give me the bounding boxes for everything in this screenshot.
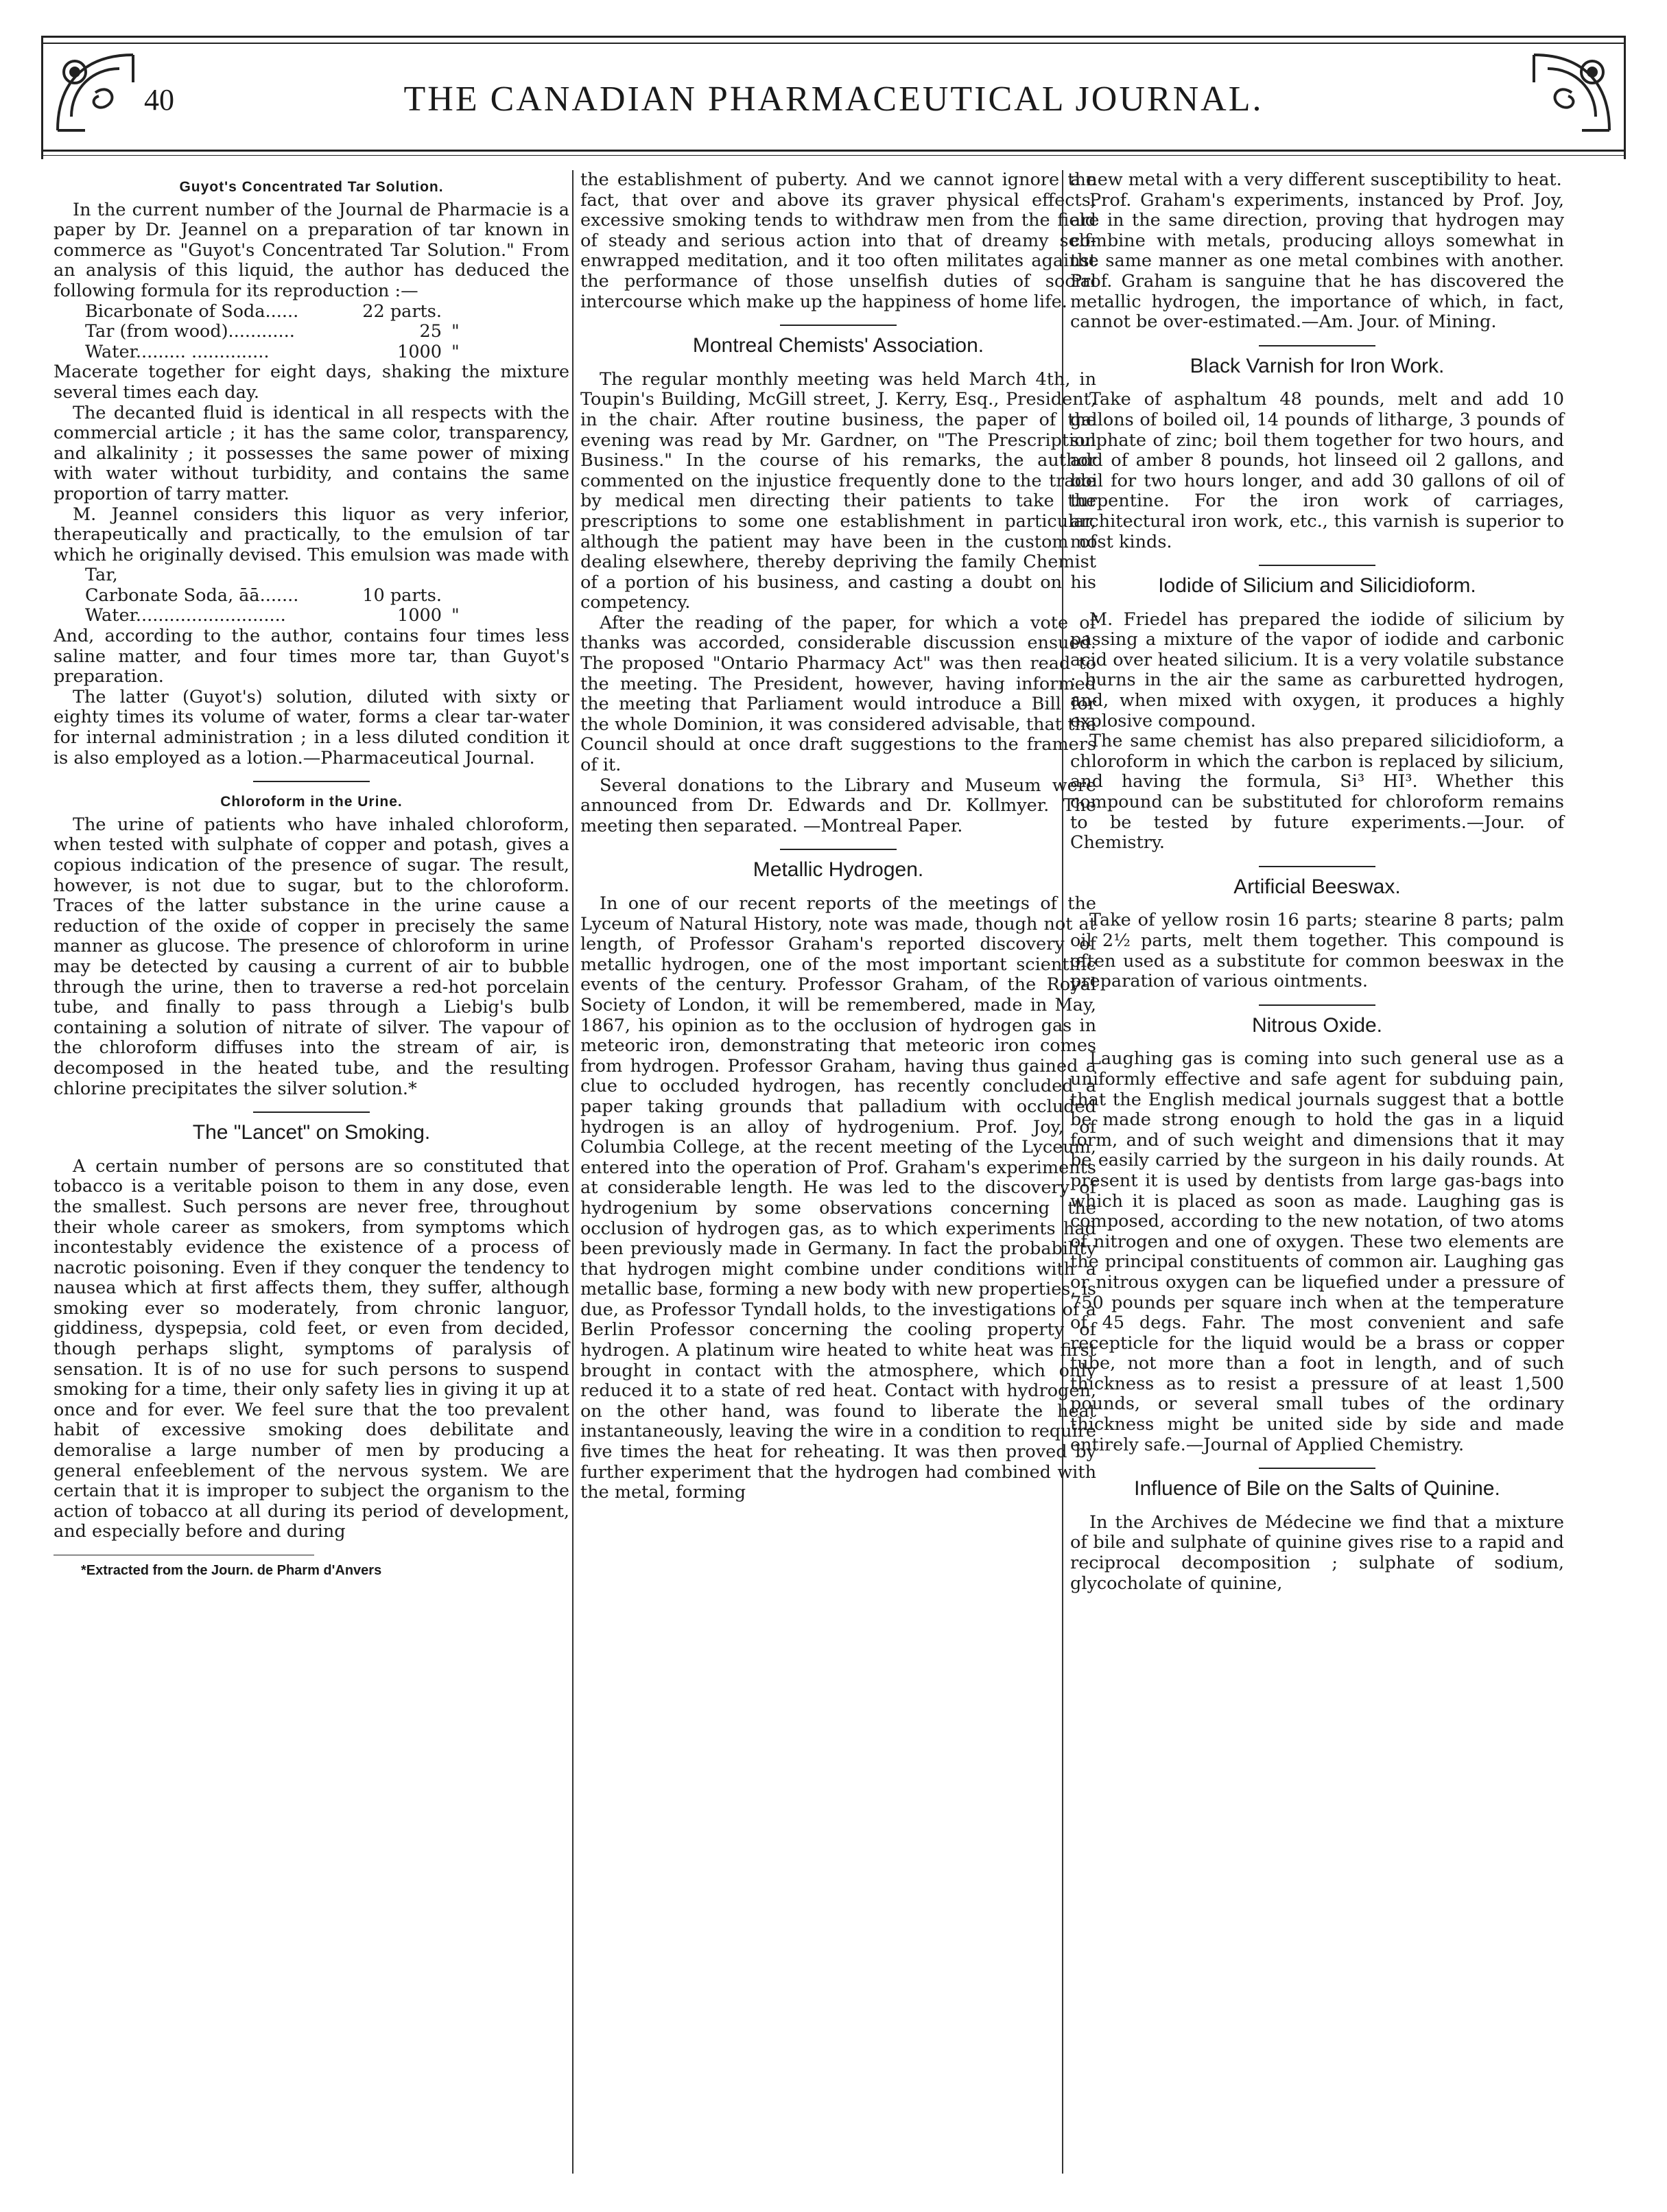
- beeswax-paragraph: Take of yellow rosin 16 parts; stearine 8 parts; palm oil 2½ parts, melt them together. This compound is often used as a substitute for common beeswax in the preparation of various ointments.: [1070, 910, 1564, 992]
- recipe-row: Tar (from wood)............ 25 ": [85, 321, 460, 342]
- section-separator: [780, 325, 897, 326]
- article-heading-varnish: Black Varnish for Iron Work.: [1190, 354, 1445, 377]
- montreal-paragraph-3: Several donations to the Library and Museum were announced from Dr. Edwards and Dr. Kollmyer. The meeting then separated. —Montreal Paper.: [580, 775, 1096, 836]
- tar-paragraph-5: And, according to the author, contains four times less saline matter, and four times more tar, than Guyot's preparation.: [54, 626, 569, 687]
- article-heading-beeswax: Artificial Beeswax.: [1233, 875, 1401, 898]
- hydrogen-paragraph-2: Prof. Graham's experiments, instanced by Prof. Joy, are in the same direction, proving that hydrogen may combine with metals, producing alloys somewhat in the same manner as one metal combines with another. Prof. Graham is sanguine that he has discovered the metallic hydrogen, the importance of which, in fact, cannot be over-estimated.—Am. Jour. of Mining.: [1070, 189, 1564, 333]
- tar-recipe-1: [54, 302, 569, 363]
- header-rule: [41, 150, 1626, 152]
- hydrogen-paragraph-1: In one of our recent reports of the meetings of the Lyceum of Natural History, note was made, though not at length, of Professor Graham's reported discovery of metallic hydrogen, one of the most important scientific events of the century. Professor Graham, of the Royal Society of London, it will be remembered, made in May, 1867, his opinion as to the occlusion of hydrogen gas in meteoric iron, demonstrating that meteoric iron comes from hydrogen. Professor Graham, having thus gained a clue to occluded hydrogen, has recently concluded a paper taking grounds that palladium with occluded hydrogen is an alloy of hydrogenium. Prof. Joy, of Columbia College, at the recent meeting of the Lyceum, entered into the operation of Prof. Graham's experiments at considerable length. He was led to the discovery of hydrogenium by some observations concerning the occlusion of hydrogen gas, as to which experiments had been previously made in Germany. In fact the probability that hydrogen might combine under conditions with a metallic base, forming a new body with new properties, is due, as Professor Tyndall holds, to the investigations of a Berlin Professor concerning the cooling property of hydrogen. A platinum wire heated to white heat was first brought in contact with the atmosphere, which only reduced it to a state of red heat. Contact with hydrogen, on the other hand, was found to liberate the heat instantaneously, leaving the wire in a condition to require five times the heat for reheating. It was then proved by further experiment that the hydrogen had combined with the metal, forming: [580, 893, 1096, 1503]
- tar-paragraph-3: The decanted fluid is identical in all respects with the commercial article ; it has the same color, transparency, and alkalinity ; it possesses the same power of mixing with water without turbidity, and contains the same proportion of tarry matter.: [54, 402, 569, 504]
- column-2: [580, 170, 1096, 1503]
- header-border-inner: [41, 43, 1626, 44]
- lancet-continuation: the establishment of puberty. And we cannot ignore the fact, that over and above its graver physical effects, excessive smoking tends to withdraw men from the field of steady and serious action into that of dreamy self-enwrapped meditation, and it too often militates against the performance of those unselfish duties of social intercourse which make up the happiness of home life.: [580, 169, 1096, 312]
- section-separator: [1259, 565, 1375, 566]
- recipe-tar-label: Tar,: [85, 565, 118, 586]
- montreal-paragraph-1: The regular monthly meeting was held March 4th, in Toupin's Building, McGill street, J. Kerry, Esq., President, in the chair. After routine business, the paper of the evening was read by Mr. Gardner, on "The Prescription Business." In the course of his remarks, the author commented on the injustice frequently done to the trade by medical men directing their patients to take the prescriptions to some one establishment in particular, although the patient may have been in the custom of dealing elsewhere, thereby depriving the family Chemist of a portion of his business, and casting a doubt on his competency.: [580, 368, 1096, 613]
- section-separator: [1259, 345, 1375, 346]
- hydrogen-continuation: a new metal with a very different susceptibility to heat.: [1070, 169, 1562, 190]
- header-border-top: [41, 36, 1626, 38]
- varnish-paragraph: Take of asphaltum 48 pounds, melt and add 10 gallons of boiled oil, 14 pounds of litharge, 3 pounds of sulphate of zinc; boil them together for two hours, and add of amber 8 pounds, hot linseed oil 2 gallons, and boil for two hours longer, and add 30 gallons of oil of turpentine. For the iron work of carriages, architectural iron work, etc., this varnish is superior to most kinds.: [1070, 389, 1564, 552]
- section-separator: [780, 849, 897, 850]
- section-separator: [253, 781, 370, 782]
- recipe-row: Bicarbonate of Soda...... 22 parts.: [85, 301, 442, 322]
- footnote: *Extracted from the Journ. de Pharm d'Anvers: [81, 1563, 382, 1578]
- article-heading-chloroform: Chloroform in the Urine.: [220, 794, 403, 810]
- bile-paragraph: In the Archives de Médecine we find that a mixture of bile and sulphate of quinine gives rise to a rapid and reciprocal decomposition ; sulphate of sodium, glycocholate of quinine,: [1070, 1511, 1564, 1594]
- nitrous-paragraph: Laughing gas is coming into such general use as a uniformly effective and safe agent for subduing pain, that the English medical journals suggest that a bottle be made strong enough to hold the gas in a liquid form, and of such weight and dimensions that it may be easily carried by the surgeon in his daily rounds. At present it is used by dentists from large gas-bags into which it is placed as soon as made. Laughing gas is composed, according to the new notation, of two atoms of nitrogen and one of oxygen. These two elements are the principal constituents of common air. Laughing gas or nitrous oxygen can be liquefied under a pressure of 750 pounds per square inch when at the temperature of 45 degs. Fahr. The most convenient and safe recepticle for the liquid would be a brass or copper tube, not more than a foot in length, and of such thickness as to resist a pressure of at least 1,500 pounds, or several small tubes of the ordinary thickness might be united side by side and made entirely safe.—Journal of Applied Chemistry.: [1070, 1048, 1564, 1455]
- article-heading-lancet: The "Lancet" on Smoking.: [192, 1121, 431, 1144]
- article-heading-bile: Influence of Bile on the Salts of Quinine.: [1134, 1477, 1500, 1501]
- tar-paragraph-6: The latter (Guyot's) solution, diluted with sixty or eighty times its volume of water, forms a clear tar-water for internal administration ; in a less diluted condition it is also employed as a lotion.—Pharmaceutical Journal.: [54, 686, 569, 768]
- article-heading-nitrous: Nitrous Oxide.: [1251, 1013, 1383, 1037]
- montreal-paragraph-2: After the reading of the paper, for which a vote of thanks was accorded, considerable discussion ensued. The proposed "Ontario Pharmacy Act" was then read to the meeting. The President, however, having informed the meeting that Parliament would introduce a Bill for the whole Dominion, it was considered advisable, that the Council should at once draft suggestions to the framers of it.: [580, 612, 1096, 776]
- section-separator: [1259, 1468, 1375, 1469]
- article-heading-tar: Guyot's Concentrated Tar Solution.: [179, 179, 444, 195]
- iodide-paragraph-2: The same chemist has also prepared silicidioform, a chloroform in which the carbon is replaced by silicium, and having the formula, Si³ HI³. Whether this compound can be substituted for chloroform remains to be tested by future experiments.—Jour. of Chemistry.: [1070, 731, 1564, 854]
- tar-paragraph-2: Macerate together for eight days, shaking the mixture several times each day.: [54, 362, 569, 403]
- column-rule-1: [572, 170, 574, 2174]
- section-separator: [1259, 1004, 1375, 1006]
- recipe-row: Carbonate Soda, āā....... 10 parts.: [85, 585, 442, 606]
- article-heading-montreal: Montreal Chemists' Association.: [692, 334, 984, 357]
- page-number: 40: [144, 83, 174, 117]
- column-3: [1070, 170, 1564, 1594]
- section-separator: [253, 1111, 370, 1113]
- recipe-row: Water......... .............. 1000 ": [85, 341, 460, 362]
- tar-paragraph-4: M. Jeannel considers this liquor as very inferior, therapeutically and practically, to the emulsion of tar which he originally devised. This emulsion was made with: [54, 504, 569, 565]
- article-heading-hydrogen: Metallic Hydrogen.: [753, 858, 924, 882]
- chloroform-paragraph: The urine of patients who have inhaled chloroform, when tested with sulphate of copper and potash, gives a copious indication of the presence of sugar. The result, however, is not due to sugar, but to the chloroform. Traces of the latter substance in the urine cause a reduction of the oxide of copper in precisely the same manner as glucose. The presence of chloroform in urine may be detected by causing a current of air to bubble through the urine, then to traverse a red-hot porcelain tube, and finally to pass through a Liebig's bulb containing a solution of nitrate of silver. The vapour of the chloroform diffuses into the stream of air, is decomposed in the heated tube, and the resulting chlorine precipitates the silver solution.*: [54, 814, 569, 1099]
- iodide-paragraph-1: M. Friedel has prepared the iodide of silicium by passing a mixture of the vapor of iodide and carbonic acid over heated silicium. It is a very volatile substance ; burns in the air the same as carburetted hydrogen, and, when mixed with oxygen, it produces a highly explosive compound.: [1070, 609, 1564, 731]
- tar-recipe-2: [54, 586, 569, 626]
- section-separator: [1259, 866, 1375, 867]
- column-1: [54, 170, 569, 1581]
- journal-title: THE CANADIAN PHARMACEUTICAL JOURNAL.: [403, 80, 1264, 119]
- lancet-paragraph: A certain number of persons are so constituted that tobacco is a veritable poison to them in any dose, even the smallest. Such persons are never free, throughout their whole career as smokers, from symptoms which incontestably evidence the existence of a process of nacrotic poisoning. Even if they conquer the tendency to nausea which at first affects them, they suffer, although smoking ever so moderately, from chronic languor, giddiness, dyspepsia, cold feet, or even from decided, though perhaps slight, symptoms of paralysis of sensation. It is of no use for such persons to suspend smoking for a time, their only safety lies in giving it up at once and for ever. We feel sure that the too prevalent habit of excessive smoking does debilitate and demoralise a large number of men by producing a general enfeeblement of the nervous system. We are certain that it is improper to subject the organism to the action of tobacco at all during its period of development, and especially before and during: [54, 1155, 569, 1542]
- article-heading-iodide: Iodide of Silicium and Silicidioform.: [1158, 574, 1476, 598]
- recipe-row: Water........................... 1000 ": [85, 605, 460, 626]
- tar-paragraph-1: In the current number of the Journal de Pharmacie is a paper by Dr. Jeannel on a preparation of tar known in commerce as "Guyot's Concentrated Tar Solution." From an analysis of this liquid, the author has deduced the following formula for its reproduction :—: [54, 199, 569, 301]
- header-rule-thin: [41, 155, 1626, 156]
